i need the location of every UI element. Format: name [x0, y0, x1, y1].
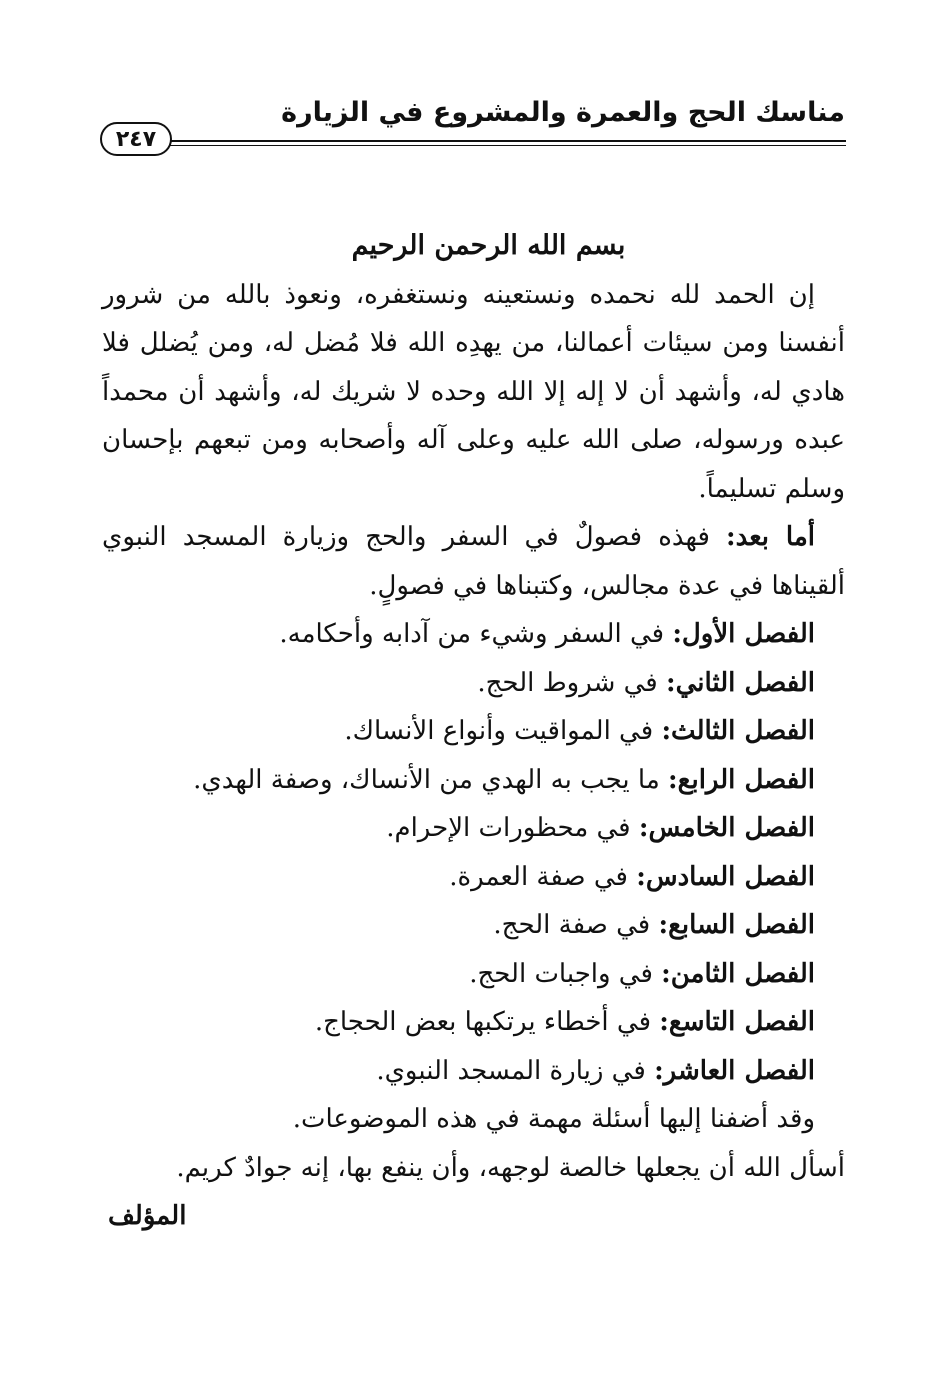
chapter-name: الفصل الخامس:: [638, 813, 815, 843]
chapter-item: [102, 950, 815, 999]
author-signature: المؤلف: [108, 1201, 187, 1231]
chapter-topic: في السفر وشيء من آدابه وأحكامه.: [279, 619, 665, 649]
chapter-topic: في محظورات الإحرام.: [386, 813, 631, 843]
amma-bad-paragraph: [102, 513, 845, 610]
chapter-name: الفصل التاسع:: [659, 1007, 815, 1037]
chapter-item: [102, 853, 815, 902]
closing-line: وقد أضفنا إليها أسئلة مهمة في هذه الموضوعات.: [292, 1104, 815, 1134]
chapter-topic: في صفة الحج.: [493, 910, 651, 940]
chapter-item: [102, 804, 815, 853]
amma-bad-text: فهذه فصولٌ في السفر والحج وزيارة المسجد النبوي ألقيناها في عدة مجالس، وكتبناها في فصولٍ.: [102, 522, 845, 601]
chapter-name: الفصل الأول:: [672, 619, 815, 649]
chapter-item: [102, 998, 815, 1047]
running-title: مناسك الحج والعمرة والمشروع في الزيارة: [281, 97, 845, 128]
chapter-item: [102, 659, 815, 708]
chapter-name: الفصل الثالث:: [661, 716, 815, 746]
chapter-item: [102, 707, 815, 756]
chapter-item: [102, 901, 815, 950]
chapter-name: الفصل العاشر:: [654, 1055, 815, 1086]
chapter-item: [102, 756, 815, 805]
chapter-name: الفصل الثامن:: [661, 958, 815, 989]
page-number: ٢٤٧: [115, 126, 157, 152]
chapter-name: الفصل السادس:: [636, 861, 815, 892]
chapter-topic: في واجبات الحج.: [469, 958, 653, 989]
basmala: بسم الله الرحمن الرحيم: [351, 230, 626, 261]
page-number-badge: [100, 122, 172, 156]
chapter-item: [102, 610, 815, 659]
chapter-topic: في المواقيت وأنواع الأنساك.: [344, 716, 654, 746]
amma-bad-lead: أما بعد:: [726, 522, 816, 552]
intro-paragraph: إن الحمد لله نحمده ونستعينه ونستغفره، ونعوذ بالله من شرور أنفسنا ومن سيئات أعمالنا، من يهدِه الله فلا مُضل له، ومن يُضلل فلا هادي له، وأشهد أن لا إله إلا الله وحده لا شريك له، وأشهد أن محمداً عبده ورسوله، صلى الله عليه وعلى آله وأصحابه ومن تبعهم بإحسان وسلم تسليماً.: [102, 279, 845, 504]
header-rule: [170, 140, 846, 146]
chapter-name: الفصل الرابع:: [668, 764, 815, 795]
chapter-topic: في أخطاء يرتكبها بعض الحجاج.: [314, 1007, 651, 1037]
chapter-item: [102, 1047, 815, 1096]
chapter-list: [102, 610, 845, 1095]
dua-line: أسأل الله أن يجعلها خالصة لوجهه، وأن ينفع بها، إنه جوادٌ كريم.: [176, 1152, 845, 1183]
chapter-name: الفصل الثاني:: [665, 667, 815, 698]
chapter-topic: في صفة العمرة.: [449, 861, 628, 892]
chapter-topic: في زيارة المسجد النبوي.: [376, 1055, 646, 1086]
chapter-name: الفصل السابع:: [658, 910, 815, 940]
chapter-topic: في شروط الحج.: [477, 667, 658, 698]
chapter-topic: ما يجب به الهدي من الأنساك، وصفة الهدي.: [193, 764, 660, 795]
main-content: [102, 222, 845, 1241]
